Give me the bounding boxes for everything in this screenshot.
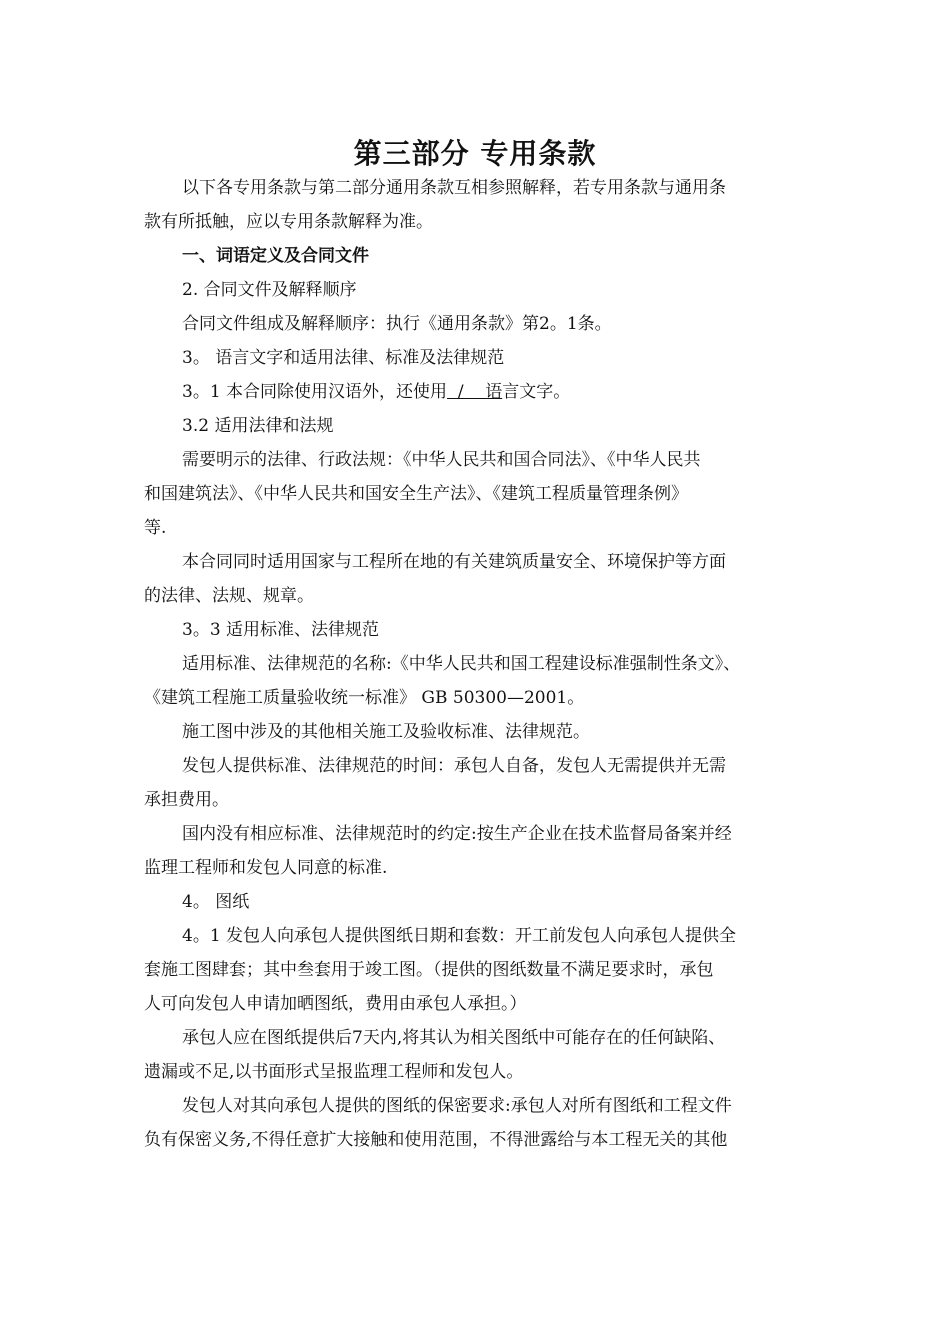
document-body — [144, 171, 809, 1157]
clause-heading: 3.2 适用法律和法规 — [182, 416, 334, 436]
page-title: 第三部分 专用条款 — [353, 137, 597, 170]
clause-text-prefix: 3。1 本合同除使用汉语外，还使用 — [182, 382, 448, 402]
clause-text: 和国建筑法》、《中华人民共和国安全生产法》、《建筑工程质量管理条例》 — [144, 484, 688, 504]
language-blank-field: / 语 — [447, 382, 503, 402]
clause-text: 监理工程师和发包人同意的标准. — [144, 858, 388, 878]
clause-text-suffix: 言文字。 — [502, 382, 571, 402]
clause-heading: 3。3 适用标准、法律规范 — [182, 620, 380, 640]
clause-heading: 4。 图纸 — [182, 892, 250, 912]
clause-text: 发包人对其向承包人提供的图纸的保密要求:承包人对所有图纸和工程文件 — [182, 1096, 732, 1116]
clause-heading: 3。 语言文字和适用法律、标准及法律规范 — [182, 348, 505, 368]
clause-text: 合同文件组成及解释顺序：执行《通用条款》第2。1条。 — [182, 314, 612, 334]
clause-text: 需要明示的法律、行政法规：《中华人民共和国合同法》、《中华人民共 — [182, 450, 701, 470]
clause-text: 的法律、法规、规章。 — [144, 586, 314, 606]
clause-text: 等. — [144, 518, 167, 538]
intro-line: 款有所抵触，应以专用条款解释为准。 — [144, 212, 433, 232]
clause-text: 《建筑工程施工质量验收统一标准》 GB 50300—2001。 — [144, 688, 585, 708]
clause-text: 本合同同时适用国家与工程所在地的有关建筑质量安全、环境保护等方面 — [182, 552, 726, 572]
clause-heading: 2. 合同文件及解释顺序 — [182, 280, 357, 300]
clause-text — [144, 375, 809, 409]
clause-text: 承包人应在图纸提供后7天内,将其认为相关图纸中可能存在的任何缺陷、 — [182, 1028, 726, 1048]
clause-text: 承担费用。 — [144, 790, 229, 810]
clause-text: 施工图中涉及的其他相关施工及验收标准、法律规范。 — [182, 722, 590, 742]
clause-text: 负有保密义务,不得任意扩大接触和使用范围，不得泄露给与本工程无关的其他 — [144, 1130, 728, 1150]
clause-text: 发包人提供标准、法律规范的时间：承包人自备，发包人无需提供并无需 — [182, 756, 726, 776]
clause-text: 国内没有相应标准、法律规范时的约定:按生产企业在技术监督局备案并经 — [182, 824, 732, 844]
intro-line: 以下各专用条款与第二部分通用条款互相参照解释，若专用条款与通用条 — [182, 178, 726, 198]
clause-text: 适用标准、法律规范的名称:《中华人民共和国工程建设标准强制性条文》、 — [182, 654, 741, 674]
clause-text: 遗漏或不足,以书面形式呈报监理工程师和发包人。 — [144, 1062, 524, 1082]
clause-text: 套施工图肆套；其中叁套用于竣工图。（提供的图纸数量不满足要求时，承包 — [144, 960, 714, 980]
section-heading: 一、词语定义及合同文件 — [182, 246, 369, 266]
clause-text: 4。1 发包人向承包人提供图纸日期和套数：开工前发包人向承包人提供全 — [182, 926, 737, 946]
clause-text: 人可向发包人申请加晒图纸，费用由承包人承担。） — [144, 994, 527, 1014]
